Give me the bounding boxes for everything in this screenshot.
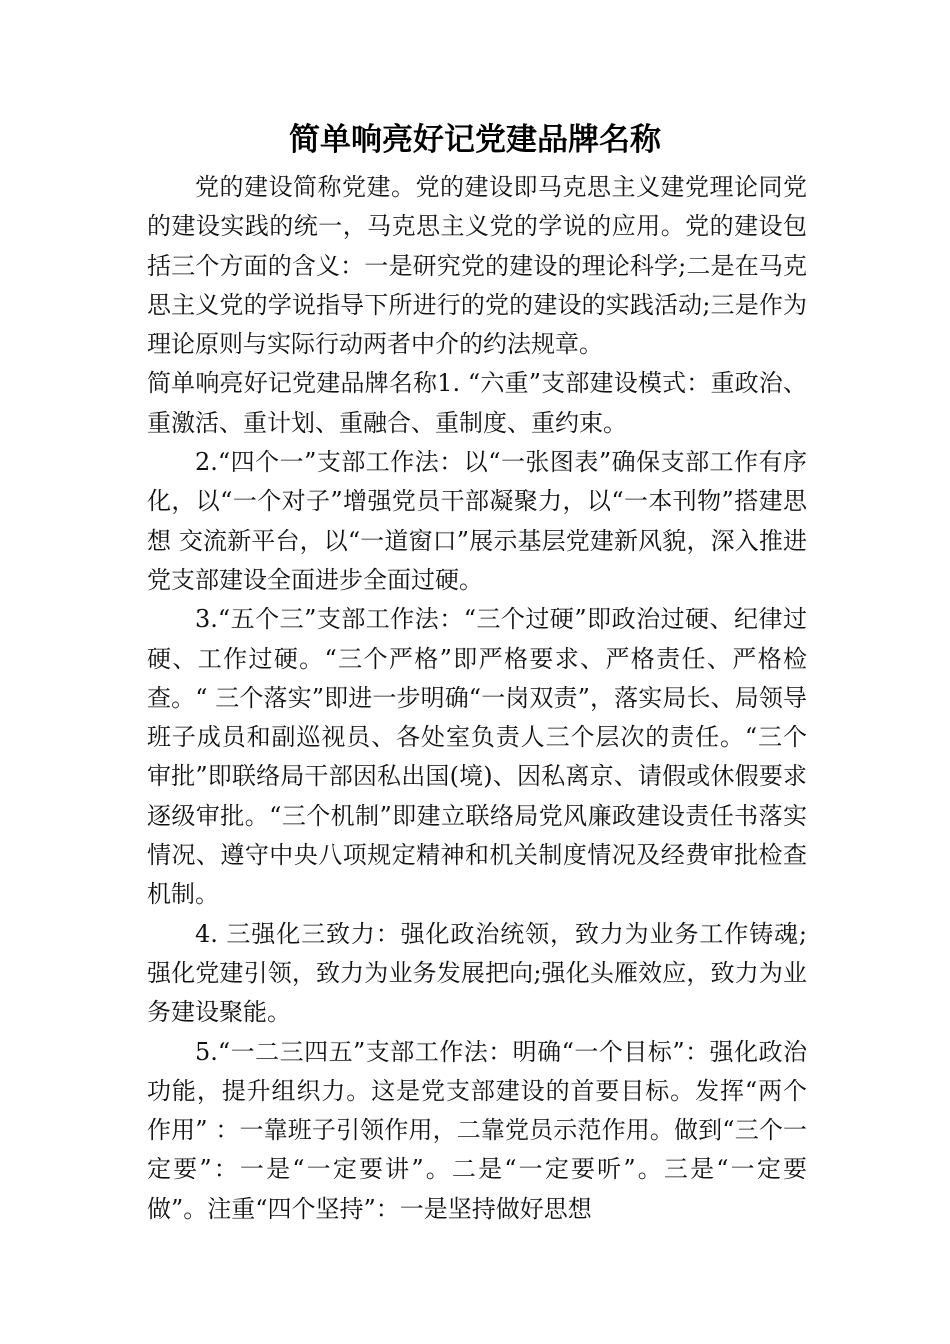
paragraph-item-1: 简单响亮好记党建品牌名称1. “六重”支部建设模式：重政治、重激活、重计划、重融合、重制度、重约束。 [147, 369, 807, 437]
paragraph-item-4: 4. 三强化三致力：强化政治统领，致力为业务工作铸魂;强化党建引领，致力为业务发展把向;强化头雁效应，致力为业务建设聚能。 [147, 919, 807, 1027]
paragraph-item-5: 5.“一二三四五”支部工作法：明确“一个目标”：强化政治功能，提升组织力。这是党支部建设的首要目标。发挥“两个作用” ：一靠班子引领作用，二靠党员示范作用。做到“三个一定要”：一是“一定要讲”。二是“一定要听”。三是“一定要做”。注重“四个坚持”：一是坚持做好思想 [147, 1037, 807, 1223]
document-body [147, 168, 807, 1229]
paragraph-item-3: 3.“五个三”支部工作法：“三个过硬”即政治过硬、纪律过硬、工作过硬。“三个严格”即严格要求、严格责任、严格检查。“ 三个落实”即进一步明确“一岗双责”，落实局长、局领导班子成员和副巡视员、各处室负责人三个层次的责任。“三个审批”即联络局干部因私出国(境)、因私离京、请假或休假要求逐级审批。“三个机制”即建立联络局党风廉政建设责任书落实情况、遵守中央八项规定精神和机关制度情况及经费审批检查机制。 [147, 605, 807, 909]
document-title: 简单响亮好记党建品牌名称 [289, 122, 661, 158]
paragraph-item-2: 2.“四个一”支部工作法：以“一张图表”确保支部工作有序化，以“一个对子”增强党员干部凝聚力，以“一本刊物”搭建思想 交流新平台，以“一道窗口”展示基层党建新风貌，深入推进党支部建设全面进步全面过硬。 [147, 448, 807, 594]
paragraph-intro: 党的建设简称党建。党的建设即马克思主义建党理论同党的建设实践的统一，马克思主义党的学说的应用。党的建设包括三个方面的含义：一是研究党的建设的理论科学;二是在马克思主义党的学说指导下所进行的党的建设的实践活动;三是作为理论原则与实际行动两者中介的约法规章。 [147, 173, 807, 359]
